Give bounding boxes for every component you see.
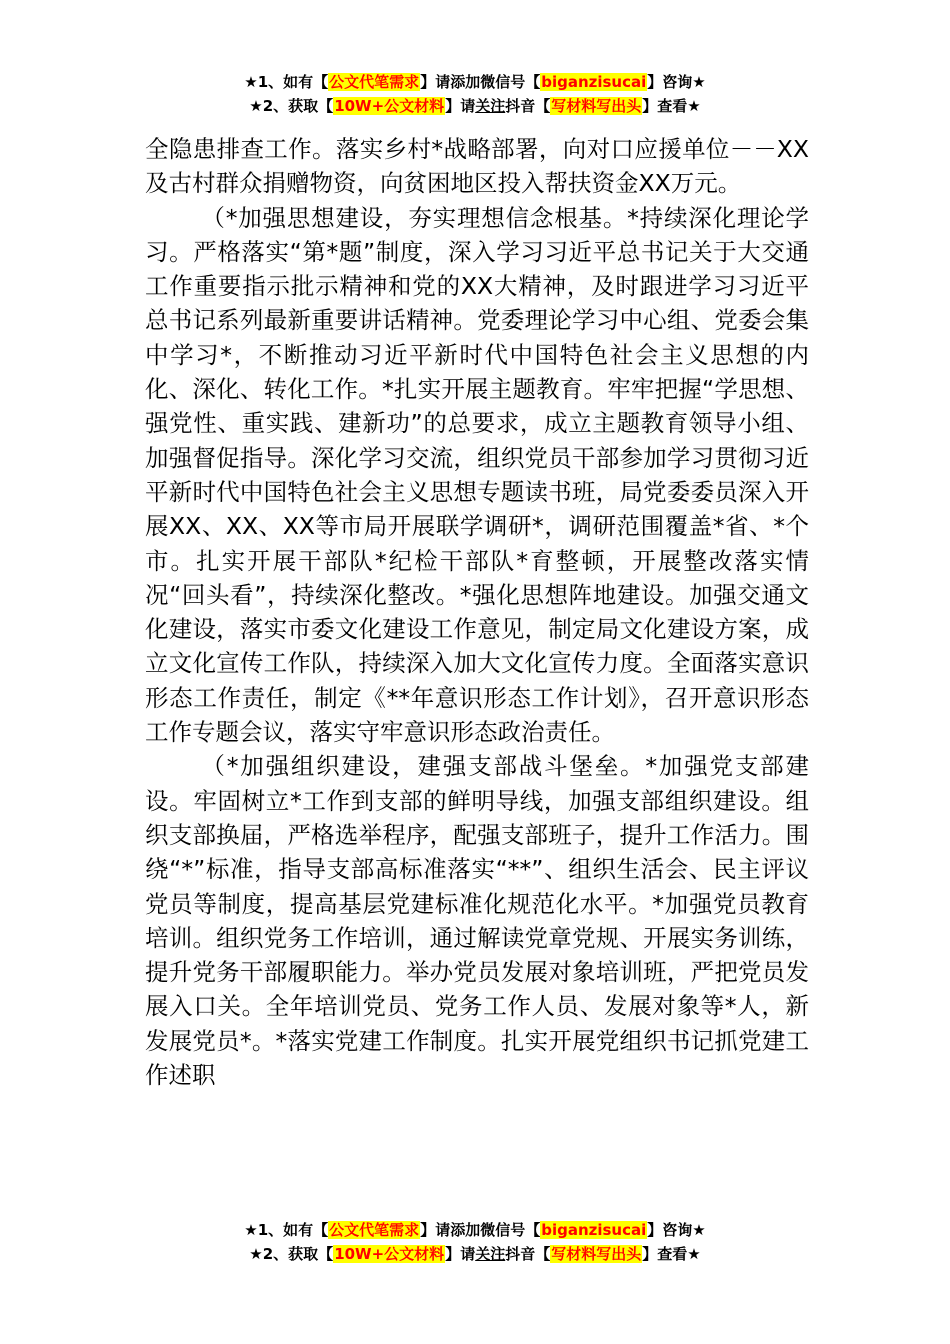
footer-banner-line-1: ★1、如有【公文代笔需求】请添加微信号【biganzisucai】咨询★ bbox=[244, 1221, 706, 1239]
highlight-wechat-id: biganzisucai bbox=[541, 73, 647, 91]
highlight-materials: 10W+公文材料 bbox=[334, 97, 445, 115]
highlight-douyin-account: 写材料写出头 bbox=[551, 97, 642, 115]
banner-line-2: ★2、获取【10W+公文材料】请关注抖音【写材料写出头】查看★ bbox=[249, 97, 701, 115]
underlined-follow: 关注 bbox=[475, 97, 506, 115]
document-body bbox=[145, 132, 809, 1092]
footer-banner-line-2: ★2、获取【10W+公文材料】请关注抖音【写材料写出头】查看★ bbox=[249, 1245, 701, 1263]
paragraph-continuation: 全隐患排查工作。落实乡村*战略部署，向对口应援单位－－XX及古村群众捐赠物资，向贫困地区投入帮扶资金XX万元。 bbox=[145, 135, 809, 198]
footer-highlight-ghostwriting: 公文代笔需求 bbox=[329, 1221, 420, 1239]
footer-highlight-wechat-id: biganzisucai bbox=[541, 1221, 647, 1239]
footer-highlight-douyin-account: 写材料写出头 bbox=[551, 1245, 642, 1263]
banner-line-1: ★1、如有【公文代笔需求】请添加微信号【biganzisucai】咨询★ bbox=[244, 73, 706, 91]
highlight-ghostwriting: 公文代笔需求 bbox=[329, 73, 420, 91]
paragraph-organizational-building: （*加强组织建设，建强支部战斗堡垒。*加强党支部建设。牢固树立*工作到支部的鲜明导线，加强支部组织建设。组织支部换届，严格选举程序，配强支部班子，提升工作活力。围绕“*”标准，指导支部高标准落实“**”、组织生活会、民主评议党员等制度，提高基层党建标准化规范化水平。*加强党员教育培训。组织党务工作培训，通过解读党章党规、开展实务训练，提升党务干部履职能力。举办党员发展对象培训班，严把党员发展入口关。全年培训党员、党务工作人员、发展对象等*人，新发展党员*。*落实党建工作制度。扎实开展党组织书记抓党建工作述职 bbox=[145, 752, 809, 1090]
footer-highlight-materials: 10W+公文材料 bbox=[334, 1245, 445, 1263]
footer-underlined-follow: 关注 bbox=[475, 1245, 506, 1263]
footer-banner bbox=[0, 1218, 950, 1266]
paragraph-ideological-building: （*加强思想建设，夯实理想信念根基。*持续深化理论学习。严格落实“第*题”制度，深入学习习近平总书记关于大交通工作重要指示批示精神和党的XX大精神，及时跟进学习习近平总书记系列最新重要讲话精神。党委理论学习中心组、党委会集中学习*，不断推动习近平新时代中国特色社会主义思想的内化、深化、转化工作。*扎实开展主题教育。牢牢把握“学思想、强党性、重实践、建新功”的总要求，成立主题教育领导小组、加强督促指导。深化学习交流，组织党员干部参加学习贯彻习近平新时代中国特色社会主义思想专题读书班，局党委委员深入开展XX、XX、XX等市局开展联学调研*，调研范围覆盖*省、*个市。扎实开展干部队*纪检干部队*育整顿，开展整改落实情况“回头看”，持续深化整改。*强化思想阵地建设。加强交通文化建设，落实市委文化建设工作意见，制定局文化建设方案，成立文化宣传工作队，持续深入加大文化宣传力度。全面落实意识形态工作责任，制定《**年意识形态工作计划》，召开意识形态工作专题会议，落实守牢意识形态政治责任。 bbox=[145, 203, 809, 747]
header-banner bbox=[0, 70, 950, 118]
